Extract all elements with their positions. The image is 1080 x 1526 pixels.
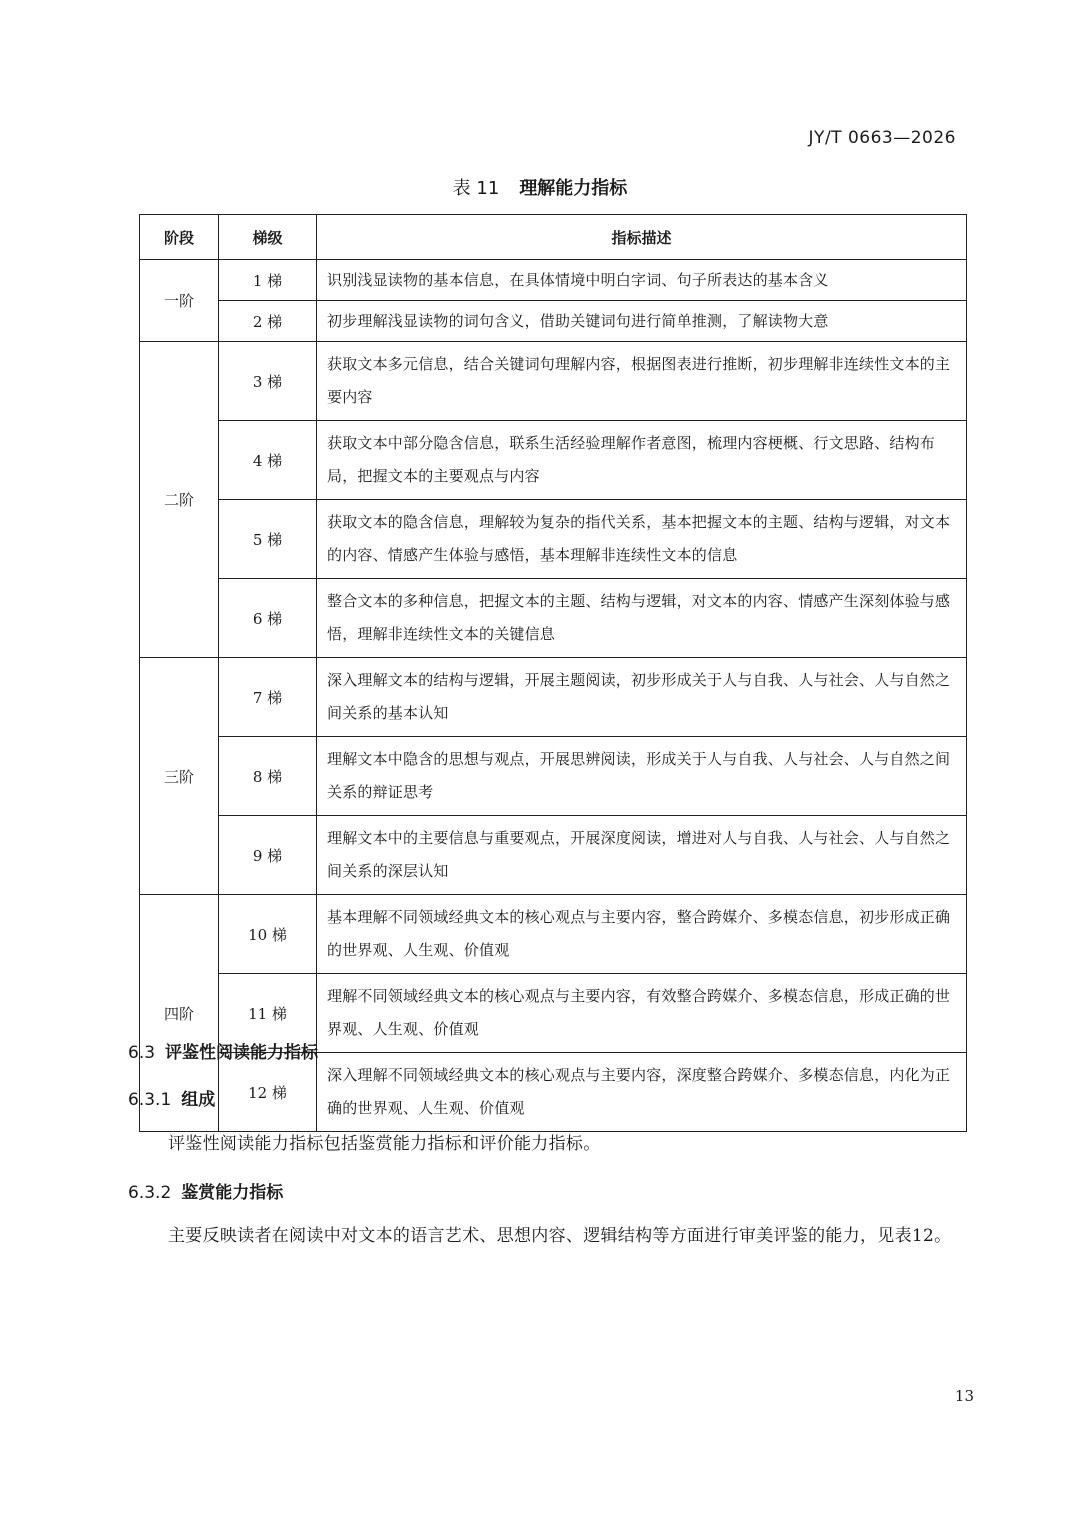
- table-number: 表 11: [452, 178, 500, 199]
- description-cell: 整合文本的多种信息，把握文本的主题、结构与逻辑，对文本的内容、情感产生深刻体验与感悟，理解非连续性文本的关键信息: [317, 579, 967, 658]
- description-cell: 获取文本中部分隐含信息，联系生活经验理解作者意图，梳理内容梗概、行文思路、结构布局，把握文本的主要观点与内容: [317, 421, 967, 500]
- description-cell: 获取文本多元信息，结合关键词句理解内容，根据图表进行推断，初步理解非连续性文本的主要内容: [317, 342, 967, 421]
- column-header-description: 指标描述: [317, 215, 967, 260]
- table-row: [140, 260, 967, 301]
- standard-code: JY/T 0663—2026: [808, 128, 956, 148]
- table-header-row: [140, 215, 967, 260]
- level-cell: 5 梯: [219, 500, 317, 579]
- section-title: 组成: [181, 1090, 216, 1110]
- description-cell: 获取文本的隐含信息，理解较为复杂的指代关系，基本把握文本的主题、结构与逻辑，对文本的内容、情感产生体验与感悟，基本理解非连续性文本的信息: [317, 500, 967, 579]
- table-title-text: 理解能力指标: [519, 178, 628, 199]
- stage-cell: 一阶: [140, 260, 219, 342]
- page-number: 13: [954, 1387, 974, 1405]
- section-heading-6-3: [128, 1038, 318, 1063]
- table-row: [140, 342, 967, 421]
- level-cell: 4 梯: [219, 421, 317, 500]
- level-cell: 3 梯: [219, 342, 317, 421]
- table-row: [140, 500, 967, 579]
- description-cell: 理解文本中的主要信息与重要观点，开展深度阅读，增进对人与自我、人与社会、人与自然之间关系的深层认知: [317, 816, 967, 895]
- level-cell: 2 梯: [219, 301, 317, 342]
- section-title: 评鉴性阅读能力指标: [165, 1043, 319, 1063]
- description-cell: 识别浅显读物的基本信息，在具体情境中明白字词、句子所表达的基本含义: [317, 260, 967, 301]
- stage-cell: 三阶: [140, 658, 219, 895]
- level-cell: 7 梯: [219, 658, 317, 737]
- description-cell: 理解文本中隐含的思想与观点，开展思辨阅读，形成关于人与自我、人与社会、人与自然之间关系的辩证思考: [317, 737, 967, 816]
- level-cell: 1 梯: [219, 260, 317, 301]
- table-row: [140, 301, 967, 342]
- table-title: [0, 174, 1080, 200]
- table-row: [140, 1053, 967, 1132]
- table-row: [140, 658, 967, 737]
- level-cell: 12 梯: [219, 1053, 317, 1132]
- section-heading-6-3-2: [128, 1178, 283, 1203]
- column-header-level: 梯级: [219, 215, 317, 260]
- level-cell: 6 梯: [219, 579, 317, 658]
- section-number: 6.3: [128, 1043, 156, 1063]
- table-row: [140, 579, 967, 658]
- level-cell: 8 梯: [219, 737, 317, 816]
- description-cell: 深入理解不同领域经典文本的核心观点与主要内容，深度整合跨媒介、多模态信息，内化为正确的世界观、人生观、价值观: [317, 1053, 967, 1132]
- table-row: [140, 737, 967, 816]
- table-row: [140, 816, 967, 895]
- description-cell: 理解不同领域经典文本的核心观点与主要内容，有效整合跨媒介、多模态信息，形成正确的世界观、人生观、价值观: [317, 974, 967, 1053]
- comprehension-index-table: [139, 214, 967, 1132]
- description-cell: 基本理解不同领域经典文本的核心观点与主要内容，整合跨媒介、多模态信息，初步形成正确的世界观、人生观、价值观: [317, 895, 967, 974]
- level-cell: 10 梯: [219, 895, 317, 974]
- stage-cell: 四阶: [140, 895, 219, 1132]
- section-number: 6.3.2: [128, 1183, 172, 1203]
- description-cell: 初步理解浅显读物的词句含义，借助关键词句进行简单推测，了解读物大意: [317, 301, 967, 342]
- paragraph-composition: 评鉴性阅读能力指标包括鉴赏能力指标和评价能力指标。: [168, 1134, 601, 1154]
- section-number: 6.3.1: [128, 1090, 172, 1110]
- paragraph-appreciation: 主要反映读者在阅读中对文本的语言艺术、思想内容、逻辑结构等方面进行审美评鉴的能力，见表12。: [168, 1226, 952, 1246]
- section-heading-6-3-1: [128, 1085, 215, 1110]
- level-cell: 9 梯: [219, 816, 317, 895]
- table-row: [140, 421, 967, 500]
- level-cell: 11 梯: [219, 974, 317, 1053]
- stage-cell: 二阶: [140, 342, 219, 658]
- table-row: [140, 895, 967, 974]
- column-header-stage: 阶段: [140, 215, 219, 260]
- description-cell: 深入理解文本的结构与逻辑，开展主题阅读，初步形成关于人与自我、人与社会、人与自然之间关系的基本认知: [317, 658, 967, 737]
- section-title: 鉴赏能力指标: [181, 1183, 284, 1203]
